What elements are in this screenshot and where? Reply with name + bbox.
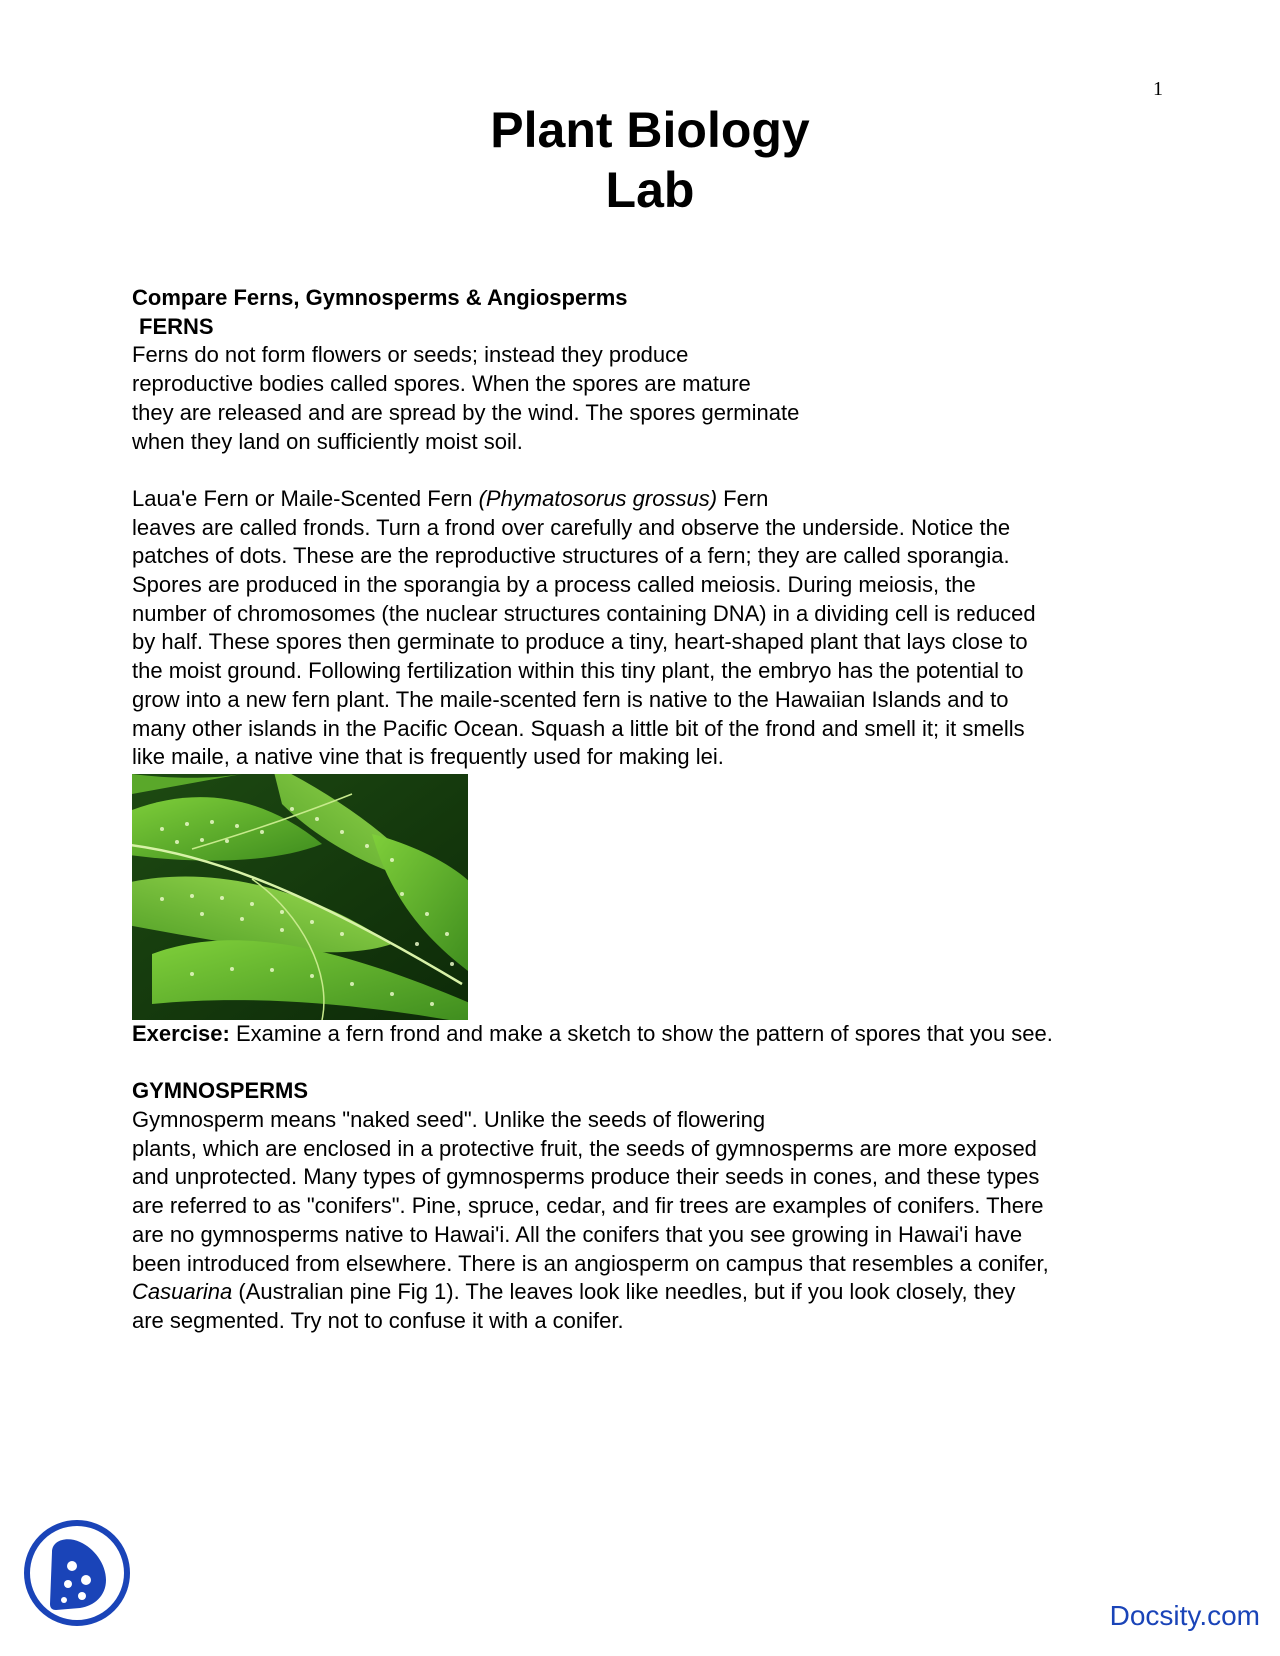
laua-line-end: Fern [717,485,769,511]
gymnosperms-line: Gymnosperm means "naked seed". Unlike the seeds of flowering [132,1107,766,1133]
ferns-body-line: by half. These spores then germinate to produce a tiny, heart-shaped plant that lays close to [132,629,1028,655]
ferns-body-line: the moist ground. Following fertilization within this tiny plant, the embryo has the potential to [132,658,1024,684]
section-heading: Compare Ferns, Gymnosperms & Angiosperms [132,285,628,310]
ferns-intro-line: when they land on sufficiently moist soil. [132,428,523,454]
exercise-text: Examine a fern frond and make a sketch to show the pattern of spores that you see. [229,1020,1053,1046]
casuarina-line [132,1278,1192,1307]
title-line-1: Plant Biology [490,102,810,158]
gymnosperms-line: been introduced from elsewhere. There is an angiosperm on campus that resembles a conifer, [132,1250,1049,1276]
gymnosperms-last-line: are segmented. Try not to confuse it with a conifer. [132,1307,624,1333]
gymnosperms-line: and unprotected. Many types of gymnosperms produce their seeds in cones, and these types [132,1164,1040,1190]
gymnosperms-line: plants, which are enclosed in a protective fruit, the seeds of gymnosperms are more exposed [132,1135,1037,1161]
ferns-body-line: patches of dots. These are the reproductive structures of a fern; they are called sporangia. [132,543,1010,569]
docsity-logo-icon[interactable] [22,1518,132,1628]
ferns-intro-line: Ferns do not form flowers or seeds; instead they produce [132,342,689,368]
title-line-2: Lab [605,162,695,218]
ferns-intro-line: they are released and are spread by the wind. The spores germinate [132,399,800,425]
laua-fern-line [132,485,1192,514]
ferns-intro-line: reproductive bodies called spores. When the spores are mature [132,371,751,397]
laua-line-start: Laua'e Fern or Maile-Scented Fern [132,485,479,511]
fern-frond-photo [132,774,468,1020]
ferns-body-line: like maile, a native vine that is frequently used for making lei. [132,744,724,770]
laua-scientific-name: (Phymatosorus grossus) [478,485,718,511]
ferns-heading: FERNS [139,313,214,339]
casuarina-name: Casuarina [132,1279,233,1305]
ferns-body-line: grow into a new fern plant. The maile-scented fern is native to the Hawaiian Islands and to [132,686,1009,712]
exercise-line [132,1020,1192,1049]
page-number: 1 [1153,78,1163,100]
gymnosperms-line: are no gymnosperms native to Hawai'i. All the conifers that you see growing in Hawai'i have [132,1221,1023,1247]
ferns-body-line: leaves are called fronds. Turn a frond over carefully and observe the underside. Notice the [132,514,1011,540]
casuarina-rest: (Australian pine Fig 1). The leaves look like needles, but if you look closely, they [232,1279,1016,1305]
ferns-body-line: many other islands in the Pacific Ocean. Squash a little bit of the frond and smell it; it smells [132,715,1025,741]
gymnosperms-heading: GYMNOSPERMS [132,1078,309,1104]
gymnosperms-line: are referred to as "conifers". Pine, spruce, cedar, and fir trees are examples of conifers. There [132,1193,1044,1219]
exercise-label: Exercise: [132,1020,230,1046]
ferns-body-line: number of chromosomes (the nuclear structures containing DNA) in a dividing cell is reduced [132,600,1036,626]
page-title [0,100,1280,220]
ferns-body-line: Spores are produced in the sporangia by a process called meiosis. During meiosis, the [132,572,976,598]
document-body [132,284,1192,1336]
docsity-brand-link[interactable]: Docsity.com [1109,1600,1260,1631]
